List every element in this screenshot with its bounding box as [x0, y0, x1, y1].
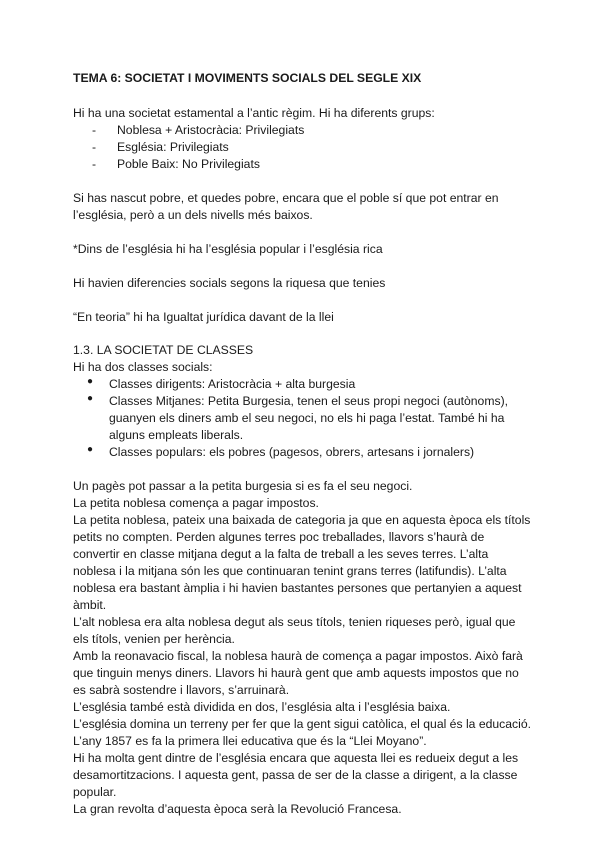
body-line: Un pagès pot passar a la petita burgesia si es fa el seu negoci. — [73, 479, 413, 493]
section-heading: 1.3. LA SOCIETAT DE CLASSES — [73, 343, 254, 357]
body-line: que tinguin menys diners. Llavors hi haurà gent que amb aquests impostos que no — [73, 666, 519, 680]
bullet-item: ● Classes dirigents: Aristocràcia + alta burgesia — [87, 376, 356, 391]
group-item: - Poble Baix: No Privilegiats — [73, 156, 541, 173]
body-line: La petita noblesa, pateix una baixada de categoria ja que en aquesta època els títols — [73, 513, 531, 527]
body-line: petits no compten. Perden algunes terres poc treballades, llavors s’haurà de — [73, 530, 485, 544]
group-item: - Noblesa + Aristocràcia: Privilegiats — [73, 122, 541, 139]
bullet-icon: ● — [87, 376, 94, 387]
intro-text: Hi ha una societat estamental a l’antic règim. Hi ha diferents grups: — [73, 106, 435, 120]
body-text — [73, 478, 541, 818]
note-differences: Hi havien diferencies socials segons la riquesa que tenies — [73, 276, 386, 290]
body-line: es sabrà sostendre i llavors, s’arruinarà. — [73, 683, 290, 697]
note-church: *Dins de l’església hi ha l’església popular i l’església rica — [73, 242, 383, 256]
paragraph-line: Si has nascut pobre, et quedes pobre, encara que el poble sí que pot entrar en — [73, 191, 499, 205]
body-line: àmbit. — [73, 598, 107, 612]
bullet-item: ● Classes Mitjanes: Petita Burgesia, tenen el seus propi negoci (autònoms), guanyen els diners amb el seu negoci, no els hi paga l’estat. També hi ha alguns empleats liberals. — [87, 393, 509, 442]
body-line: Amb la reonavacio fiscal, la noblesa haurà de començа a pagar impostos. Això farà — [73, 649, 523, 663]
note-theory: “En teoria” hi ha Igualtat jurídica davant de la llei — [73, 310, 334, 324]
body-line: L’any 1857 es fa la primera llei educativa que és la “Llei Moyano”. — [73, 734, 427, 748]
body-line: L’església també està dividida en dos, l’església alta i l’església baixa. — [73, 700, 451, 714]
body-line: els títols, venien per herència. — [73, 632, 235, 646]
body-line: convertir en classe mitjana degut a la falta de treball a les seves terres. L’alta — [73, 547, 489, 561]
body-line: L’església domina un terreny per fer que la gent sigui catòlica, el qual és la educació. — [73, 717, 531, 731]
section-lead: Hi ha dos classes socials: — [73, 360, 213, 374]
bullet-icon: ● — [87, 444, 94, 455]
body-line: noblesa era bastant àmplia i hi havien bastantes persones que pertanyien a aquest — [73, 581, 522, 595]
body-line: L’alt noblesa era alta noblesa degut als seus títols, tenien riqueses però, igual que — [73, 615, 516, 629]
body-line: desamortitzacions. I aquesta gent, passa de ser de la classe a dirigent, a la classe — [73, 768, 518, 782]
body-line: La gran revolta d’aquesta època serà la Revolució Francesa. — [73, 802, 402, 816]
document-title: TEMA 6: SOCIETAT I MOVIMENTS SOCIALS DEL SEGLE XIX — [73, 71, 422, 85]
body-line: Hi ha molta gent dintre de l’església encara que aquesta llei es redueix degut a les — [73, 751, 519, 765]
bullet-icon: ● — [87, 393, 94, 404]
document-page — [73, 70, 541, 818]
group-item: - Església: Privilegiats — [73, 139, 541, 156]
body-line: noblesa i la mitjana són les que continuaran tenint grans terres (latifundis). L’alta — [73, 564, 507, 578]
paragraph-line: l’església, però a un dels nivells més baixos. — [73, 208, 313, 222]
body-line: popular. — [73, 785, 117, 799]
body-line: La petita noblesa comença a pagar impostos. — [73, 496, 319, 510]
bullet-item: ● Classes populars: els pobres (pagesos, obrers, artesans i jornalers) — [87, 444, 475, 459]
